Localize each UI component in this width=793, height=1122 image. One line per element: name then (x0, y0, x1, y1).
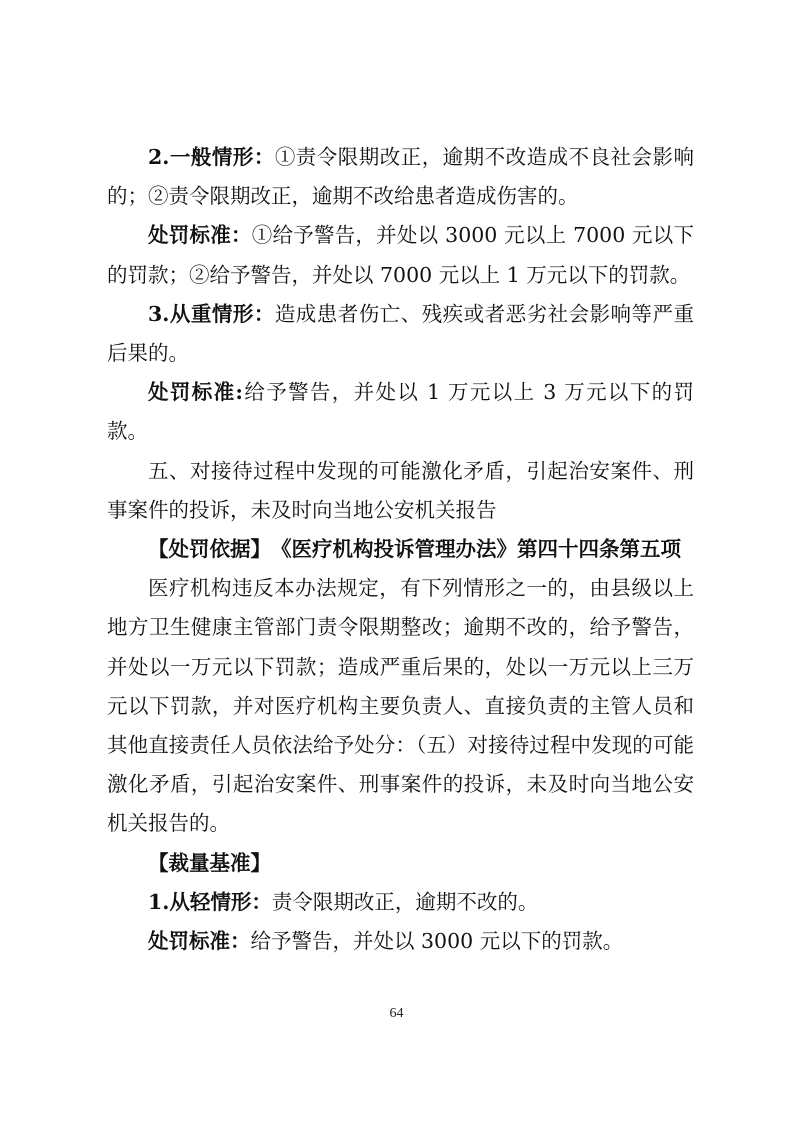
paragraph-text: 医疗机构违反本办法规定，有下列情形之一的，由县级以上地方卫生健康主管部门责令限期整改；逾期不改的，给予警告，并处以一万元以下罚款；造成严重后果的，处以一万元以上三万元以下罚款，并对医疗机构主要负责人、直接负责的主管人员和其他直接责任人员依法给予处分：（五）对接待过程中发现的可能激化矛盾，引起治安案件、刑事案件的投诉，未及时向当地公安机关报告的。 (107, 576, 694, 836)
paragraph-aggravated-circumstance (107, 295, 694, 373)
paragraph-penalty-standard (107, 216, 694, 294)
paragraph-lead: 1.从轻情形： (148, 889, 272, 914)
paragraph-lead: 2.一般情形： (148, 145, 275, 169)
paragraph-text: 给予警告，并处以 1 万元以上 3 万元以下的罚款。 (107, 380, 694, 444)
paragraph-lead: 3.从重情形： (148, 301, 275, 326)
document-body (107, 138, 694, 961)
paragraph-lead: 处罚标准： (148, 223, 252, 248)
paragraph-text: ①责令限期改正，逾期不改造成不良社会影响的；②责令限期改正，逾期不改给患者造成伤害的。 (107, 145, 695, 209)
discretion-standard-heading (107, 844, 694, 883)
paragraph-text: ①给予警告，并处以 3000 元以上 7000 元以下的罚款；②给予警告，并处以 7000 元以上 1 万元以下的罚款。 (107, 223, 694, 287)
paragraph-lead: 【处罚依据】 《医疗机构投诉管理办法》第四十四条第五项 (148, 537, 681, 562)
paragraph-text: 给予警告，并处以 3000 元以下的罚款。 (250, 929, 624, 954)
paragraph-text: 责令限期改正，逾期不改的。 (271, 889, 539, 914)
paragraph-legal-text (107, 569, 694, 843)
paragraph-lead: 【裁量基准】 (148, 850, 271, 875)
paragraph-penalty-standard (107, 922, 694, 961)
paragraph-lead: 处罚标准: (148, 380, 243, 405)
paragraph-penalty-standard (107, 373, 694, 451)
paragraph-text: 造成患者伤亡、残疾或者恶劣社会影响等严重后果的。 (107, 301, 695, 366)
paragraph-mitigated-circumstance (107, 883, 694, 922)
penalty-basis-heading (107, 530, 694, 569)
section-heading-five (107, 452, 694, 530)
paragraph-text: 五、对接待过程中发现的可能激化矛盾，引起治安案件、刑事案件的投诉，未及时向当地公安机关报告 (107, 458, 694, 522)
page-number: 64 (389, 1006, 404, 1021)
paragraph-general-circumstance (107, 138, 694, 216)
paragraph-lead: 处罚标准： (148, 929, 251, 954)
